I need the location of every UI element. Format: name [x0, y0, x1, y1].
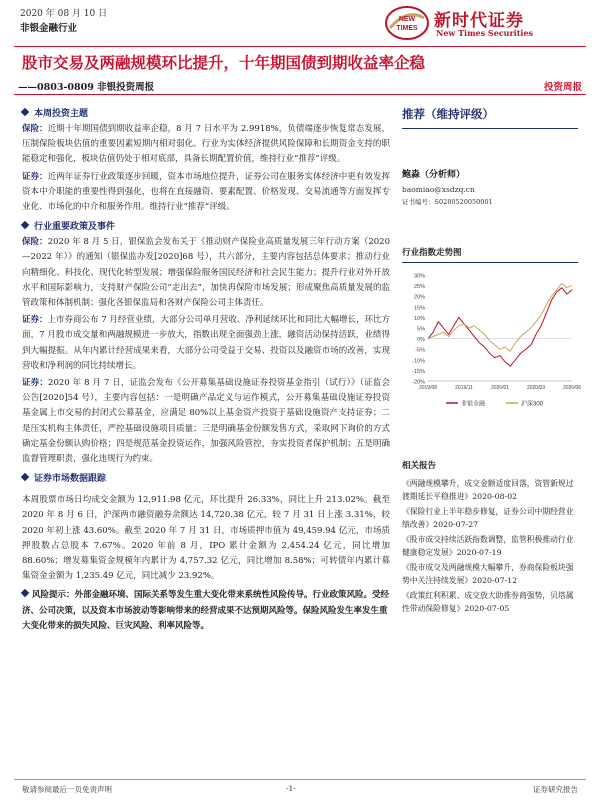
report-date: 2020 年 08 月 10 日 [20, 9, 108, 19]
related-report-item[interactable]: 《股市成交持续活跃指数调整，监管积极推动行业健康稳定发展》2020-07-19 [402, 535, 574, 557]
subtitle-divider [14, 94, 586, 95]
logo-emblem-icon [384, 4, 430, 42]
x-tick-label: 2019/11 [455, 385, 473, 391]
related-report-item[interactable]: 《股市成交及两融规模大幅攀升，券商保险板块强势中关注持续发展》2020-07-12 [402, 563, 574, 585]
analyst-email[interactable]: baomiao@xsdzq.cn [402, 185, 475, 194]
logo-en-text: New Times Securities [436, 28, 534, 38]
page-header [8, 0, 592, 44]
logo-cn-text: 新时代证券 [434, 11, 524, 31]
svg-text:TIMES: TIMES [396, 25, 418, 32]
y-tick-label: 15% [413, 305, 425, 312]
y-tick-label: -5% [415, 347, 425, 354]
x-tick-label: 2020/01 [490, 385, 510, 391]
diamond-bullet-icon [21, 108, 29, 116]
paragraph-securities-results: 证券：上市券商公布 7 月经营业绩，大部分公司单月营收、净利延续环比和同比大幅增长，环比方面，7 月股市成交量和两融规模进一步放大，指数出现全面强劲上涨，融资活动保持活跃，业绩得到大幅提振。从年内累计经营成果来看，大部分公司受益于交易、投资以及融资市场的改善，实现营收和净利润的同比持续增长。 [22, 315, 390, 371]
analyst-cert: 证书编号：S0280520050001 [402, 198, 493, 206]
x-tick-label: 2020/06 [562, 385, 582, 391]
related-reports-title: 相关报告 [402, 461, 437, 471]
main-column [22, 102, 390, 634]
analyst-name: 鲍淼（分析师） [402, 170, 466, 180]
footer-divider [14, 779, 586, 780]
report-title: 股市交易及两融规模环比提升，十年期国债到期收益率企稳 [22, 53, 426, 72]
paragraph-market-data: 本周股票市场日均成交金额为 12,911.98 亿元，环比提升 26.33%，同比上升 213.02%。截至 2020 年 8 月 6 日，沪深两市融资融券余额达 14,720.38 亿元，较 7 月 31 日上涨 3.31%，较 2020 年初上涨 43.60%。截至 2020 年 7 月 31 日，市场质押市值为 49,459.94 亿元，市场质押股数占总股本 7.67%。2020 年前 8 月，IPO 累计金额为 2,454.24 亿元，同比增加 88.60%；增发募集资金规模年内累计为 4,757.32 亿元，同比增加 8.58%；可转债年内累计募集资金金额为 1,235.49 亿元，同比减少 23.92%。 [22, 495, 390, 582]
series-line-非银金融 [428, 288, 572, 367]
footer-page-number: -1- [286, 784, 296, 793]
y-tick-label: 20% [413, 294, 425, 301]
y-tick-label: -15% [412, 368, 425, 375]
side-column [402, 102, 582, 615]
chart-title: 行业指数走势图 [402, 246, 578, 263]
section-market-data: 证券市场数据跟踪 [22, 471, 390, 487]
diamond-bullet-icon [21, 589, 29, 597]
paragraph-insurance-policy: 保险：2020 年 8 月 5 日，银保监会发布关于《推动财产保险业高质量发展三年行动方案（2020—2022 年）》的通知（银保监办发[2020]68 号），共六部分，主要内容包括总体要求；推动行业向精细化、科技化、现代化转型发展；增强保险服务国民经济和社会民生能力；提升行业对外开放水平和国际影响力，支持财产保险公司“走出去”，加快再保险市场发展；形成聚焦高质量发展的监管政策和体制机制；强化各银保监局和各财产保险公司主体责任。 [22, 237, 390, 309]
risk-warning: 风险提示：外部金融环境、国际关系等发生重大变化带来系统性风险传导。行业政策风险。受经济、公司决策，以及资本市场波动等影响带来的经营成果不达预期风险等。保险风险发生率发生重大变化带来的损失风险、巨灾风险、利率风险等。 [22, 590, 390, 631]
brand-logo [384, 4, 584, 42]
y-tick-label: 0% [417, 337, 425, 344]
legend-label: 非银金融 [461, 401, 486, 408]
svg-text:NEW: NEW [398, 16, 416, 23]
related-report-item[interactable]: 《保险行业上半年稳步修复，证券公司中期经营业绩改善》2020-07-27 [402, 507, 574, 529]
rating-label: 推荐（维持评级） [402, 106, 578, 129]
title-divider [14, 46, 586, 47]
paragraph-securities-reits: 证券：2020 年 8 月 7 日，证监会发布《公开募集基础设施证券投资基金指引（试行）》（证监会公告[2020]54 号），主要内容包括：一是明确产品定义与运作模式，公开募集基础设施证券投资基金属上市交易的封闭式公募基金，应满足 80%以上基金资产投资于基础设施资产支持证券；二是压实机构主体责任，严控基础设施项目质量；三是明确基金份额发售方式，采取网下询价的方式确定基金份额认购价格；四是规范基金投资运作，加强风险管控，夯实投资者保护机制；五是明确监督管理职责，强化违规行为约束。 [22, 378, 390, 465]
x-tick-label: 2019/08 [418, 385, 438, 391]
report-subtitle: ——0803-0809 非银投资周报 [18, 82, 155, 93]
index-trend-chart [402, 269, 582, 419]
legend-label: 沪深300 [521, 401, 544, 408]
footer-disclaimer: 敬请参阅最后一页免责声明 [22, 785, 112, 794]
related-report-item[interactable]: 《两融规模攀升，成交金额适度回落，资管新规过渡期延长平稳推进》2020-08-02 [402, 479, 574, 501]
x-tick-label: 2020/03 [526, 385, 546, 391]
section-investment-theme: 本周投资主题 [22, 106, 390, 122]
footer-report-type: 证券研究报告 [533, 785, 578, 794]
y-tick-label: 5% [417, 326, 425, 333]
related-report-item[interactable]: 《政策红利积累、成交放大助推券商强势，贝塔属性带动保险修复》2020-07-05 [402, 591, 574, 613]
series-line-沪深300 [428, 284, 572, 352]
paragraph-securities-theme: 证券：近两年证券行业政策逐步回暖，资本市场地位提升，证券公司在服务实体经济中更有效发挥资本中介职能的重要性得到强化，也将在直接融资、要素配置、价格发现、交易流通等方面发挥专业化、市场化的中介和服务作用。维持行业“推荐”评级。 [22, 171, 390, 213]
related-reports-list [402, 477, 578, 615]
y-tick-label: 25% [413, 284, 425, 291]
diamond-bullet-icon [21, 473, 29, 481]
diamond-bullet-icon [21, 221, 29, 229]
y-tick-label: -20% [412, 379, 425, 386]
y-tick-label: -10% [412, 358, 425, 365]
index-trend-chart-svg [402, 269, 582, 419]
y-tick-label: 30% [413, 273, 425, 280]
paragraph-insurance-theme: 保险：近期十年期国债到期收益率企稳，8 月 7 日水平为 2.9918%，负债端逐步恢复常态发展，压制保险板块估值的重要因素短期内相对弱化。行业为实体经济提供风险保障和长期资金支持的职能稳定和强化，板块估值仍处于相对底部，具备长期配置价值，维持行业“推荐”评级。 [22, 124, 390, 165]
report-type: 投资周报 [543, 82, 582, 93]
section-policy-events: 行业重要政策及事件 [22, 219, 390, 235]
y-tick-label: 10% [413, 315, 425, 322]
industry-label: 非银金融行业 [20, 23, 78, 34]
